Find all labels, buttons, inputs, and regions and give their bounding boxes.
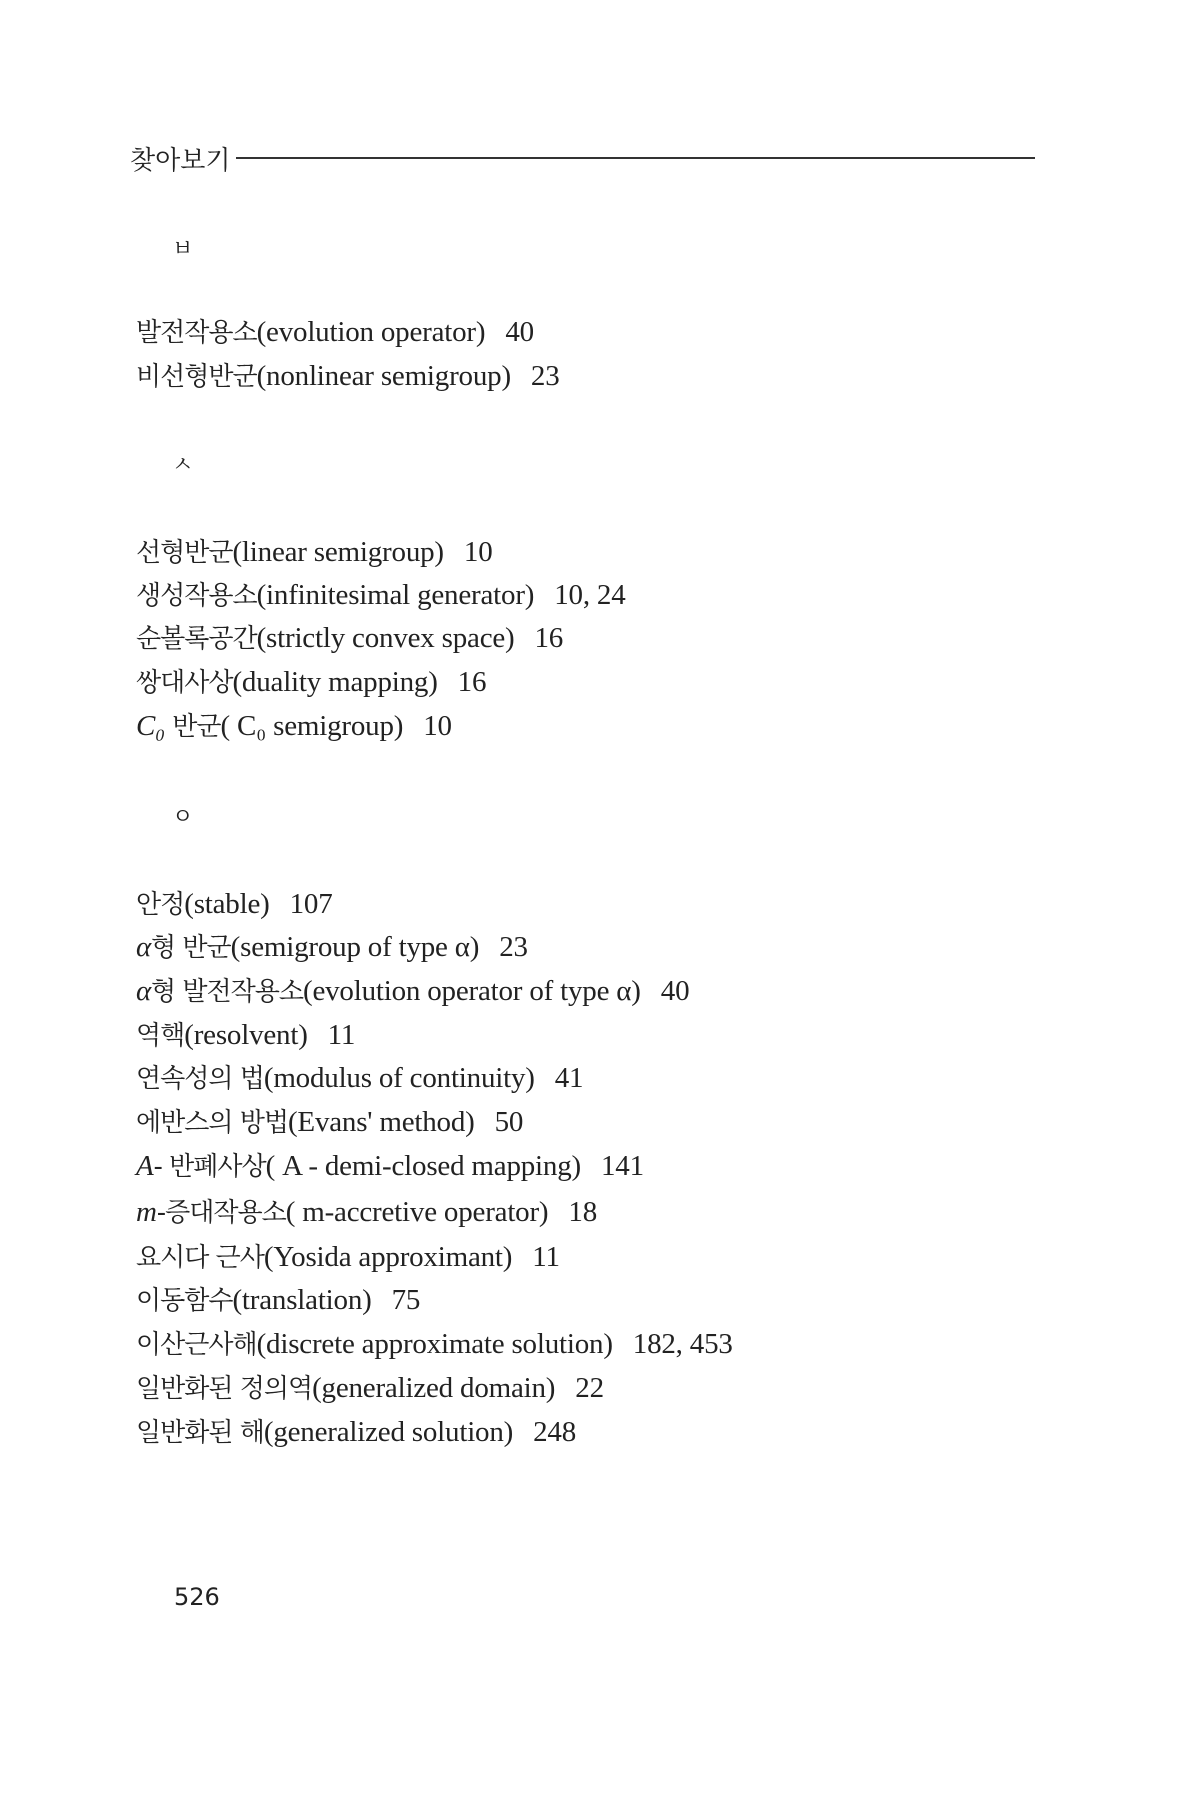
- entry-math-prefix: C₀: [136, 710, 166, 742]
- entry-term: 형 반군: [151, 933, 231, 963]
- entry-pages: 107: [289, 888, 333, 920]
- index-entry: [136, 927, 528, 964]
- entry-pages: 40: [660, 975, 690, 1007]
- entry-pages: 10: [423, 710, 452, 742]
- entry-english: (evolution operator of type α): [303, 975, 641, 1007]
- entry-english: (evolution operator): [256, 316, 486, 348]
- section-letter-bieup: ㅂ: [172, 237, 194, 262]
- entry-english: (resolvent): [184, 1019, 308, 1051]
- entry-term: 요시다 근사: [136, 1243, 264, 1273]
- entry-math-prefix: α: [136, 931, 152, 963]
- entry-term: 이동함수: [136, 1286, 233, 1316]
- entry-term: 역핵: [136, 1021, 185, 1051]
- entry-math-prefix: A: [136, 1150, 154, 1182]
- header-title: 찾아보기: [130, 145, 231, 176]
- entry-term: 순볼록공간: [136, 624, 257, 654]
- entry-pages: 23: [530, 360, 560, 392]
- entry-term: -증대작용소: [156, 1198, 286, 1228]
- entry-pages: 11: [532, 1241, 560, 1273]
- entry-english: (modulus of continuity): [263, 1062, 535, 1094]
- entry-pages: 10: [463, 536, 493, 568]
- entry-english: (infinitesimal generator): [256, 579, 535, 611]
- index-entry: [136, 884, 333, 921]
- index-entry: [136, 532, 493, 569]
- entry-pages: 23: [499, 931, 528, 963]
- index-entry: [136, 1412, 576, 1449]
- entry-pages: 141: [600, 1150, 644, 1182]
- entry-pages: 18: [568, 1196, 598, 1228]
- entry-math-prefix: α: [136, 975, 152, 1007]
- entry-term: 안정: [136, 890, 185, 920]
- index-entry: [136, 1102, 523, 1139]
- entry-term: 생성작용소: [136, 581, 257, 611]
- entry-pages: 16: [457, 666, 487, 698]
- entry-english: (translation): [232, 1284, 372, 1316]
- index-entry: [136, 1192, 597, 1229]
- page-header: [130, 138, 1035, 178]
- entry-term: 비선형반군: [136, 362, 257, 392]
- entry-term: - 반폐사상: [153, 1152, 266, 1182]
- entry-english: (stable): [184, 888, 270, 920]
- entry-english: (generalized domain): [312, 1372, 556, 1404]
- entry-english: (discrete approximate solution): [256, 1328, 613, 1360]
- entry-term: 선형반군: [136, 538, 233, 568]
- entry-pages: 75: [391, 1284, 421, 1316]
- index-entry: [136, 1237, 560, 1274]
- index-entry: [136, 662, 486, 699]
- entry-english: (generalized solution): [263, 1416, 514, 1448]
- entry-english: ( A - demi-closed mapping): [265, 1150, 581, 1182]
- entry-pages: 41: [554, 1062, 584, 1094]
- entry-pages: 248: [533, 1416, 577, 1448]
- index-entry: [136, 706, 452, 743]
- entry-pages: 40: [505, 316, 534, 348]
- entry-pages: 11: [327, 1019, 356, 1051]
- entry-term: 에반스의 방법: [136, 1108, 288, 1138]
- entry-english: (strictly convex space): [256, 622, 515, 654]
- entry-term: 연속성의 법: [136, 1064, 264, 1094]
- entry-term: 쌍대사상: [136, 668, 233, 698]
- entry-term: 일반화된 정의역: [136, 1374, 313, 1404]
- entry-pages: 16: [534, 622, 564, 654]
- entry-term: 반군: [165, 712, 221, 742]
- entry-english: (semigroup of type α): [230, 931, 480, 963]
- entry-pages: 22: [575, 1372, 604, 1404]
- entry-english: (nonlinear semigroup): [256, 360, 511, 392]
- index-entry: [136, 1058, 583, 1095]
- index-entry: [136, 312, 534, 349]
- index-entry: [136, 1146, 644, 1183]
- section-letter-siot: ㅅ: [172, 453, 194, 478]
- entry-term: 발전작용소: [136, 318, 257, 348]
- entry-term: 형 발전작용소: [151, 977, 303, 1007]
- page-number: 526: [174, 1583, 220, 1611]
- entry-english: ( m-accretive operator): [285, 1196, 549, 1228]
- entry-math-prefix: m: [136, 1196, 157, 1228]
- index-entry: [136, 971, 689, 1008]
- index-entry: [136, 1280, 420, 1317]
- entry-pages: 10, 24: [554, 579, 626, 611]
- entry-english: (Evans' method): [287, 1106, 475, 1138]
- entry-pages: 182, 453: [632, 1328, 733, 1360]
- entry-english: (duality mapping): [232, 666, 438, 698]
- index-entry: [136, 575, 626, 612]
- entry-pages: 50: [494, 1106, 524, 1138]
- index-entry: [136, 1015, 355, 1052]
- entry-term: 일반화된 해: [136, 1418, 264, 1448]
- index-entry: [136, 1368, 604, 1405]
- entry-english: (linear semigroup): [232, 536, 444, 568]
- entry-english: ( C₀ semigroup): [220, 710, 404, 742]
- index-entry: [136, 356, 560, 393]
- section-letter-ieung: ㅇ: [172, 805, 194, 830]
- header-rule: [236, 157, 1035, 159]
- entry-term: 이산근사해: [136, 1330, 257, 1360]
- index-entry: [136, 618, 563, 655]
- index-entry: [136, 1324, 733, 1361]
- entry-english: (Yosida approximant): [263, 1241, 513, 1273]
